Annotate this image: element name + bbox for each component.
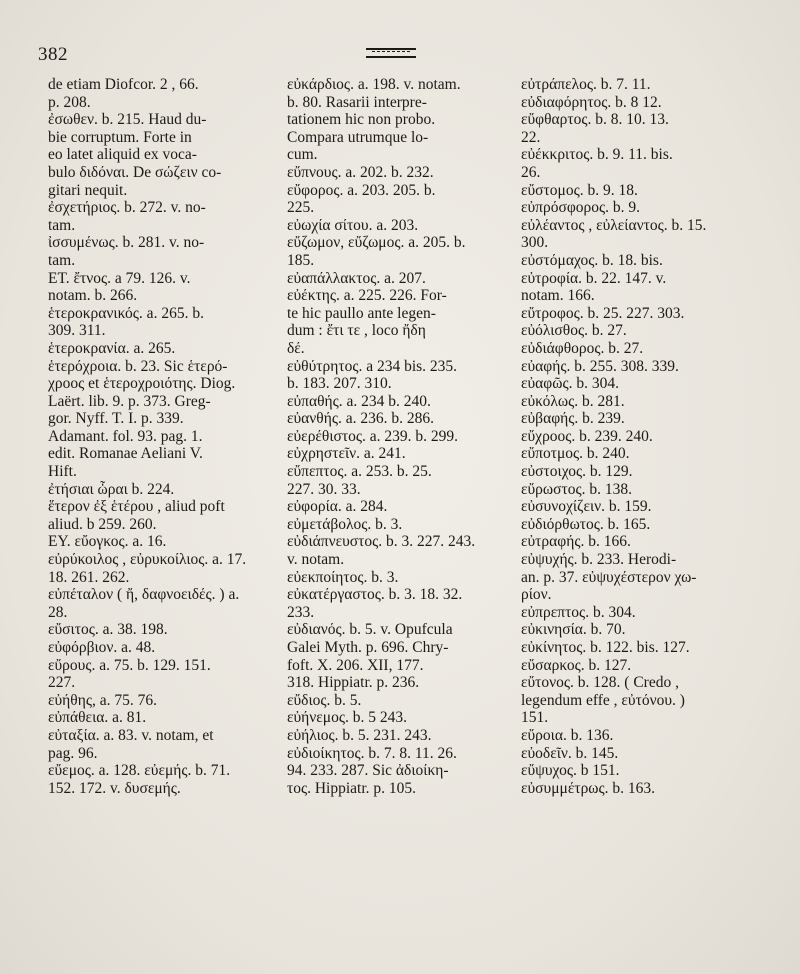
index-line: 233.	[287, 603, 315, 621]
index-line: b. 183. 207. 310.	[287, 375, 392, 393]
index-line: εὐκατέργαστος. b. 3. 18. 32.	[287, 586, 463, 604]
index-line: εὔεμος. a. 128. εὐεμής. b. 71.	[48, 762, 231, 780]
index-line: Laërt. lib. 9. p. 373. Greg-	[48, 392, 211, 410]
index-line: ἐσχετήριος. b. 272. v. no-	[48, 199, 206, 217]
index-line: εὐδιανός. b. 5. v. Opufcula	[287, 621, 453, 639]
index-line: εὐαπάλλακτος. a. 207.	[287, 269, 426, 287]
index-line: εὐδιάφθορος. b. 27.	[521, 339, 644, 357]
index-line: εὐπρεπτος. b. 304.	[521, 603, 636, 621]
index-line: 300.	[521, 234, 549, 252]
index-line: ἑτερόχροια. b. 23. Sic ἑτερό-	[48, 357, 228, 375]
index-line: legendum effe , εὐτόνου. )	[521, 691, 685, 709]
index-line: εὐήλιος. b. 5. 231. 243.	[287, 726, 432, 744]
index-line: εὔχροος. b. 239. 240.	[521, 427, 653, 445]
index-line: εὐσυμμέτρως. b. 163.	[521, 779, 656, 797]
index-line: εὐόλισθος. b. 27.	[521, 322, 627, 340]
index-line: an. p. 37. εὐψυχέστερον χω-	[521, 568, 697, 586]
index-line: εὐτράπελος. b. 7. 11.	[521, 76, 651, 93]
index-line: notam. 166.	[521, 287, 595, 305]
index-line: εὐδιαφόρητος. b. 8 12.	[521, 93, 662, 111]
index-line: εὐσυνοχίζειν. b. 159.	[521, 498, 652, 516]
index-line: εὐκάρδιος. a. 198. v. notam.	[287, 76, 461, 93]
index-line: ἕτερον ἐξ ἑτέρου , aliud poft	[48, 498, 225, 516]
index-line: 309. 311.	[48, 322, 106, 340]
index-line: tam.	[48, 216, 76, 234]
index-line: 185.	[287, 251, 315, 269]
index-line: εὐφορία. a. 284.	[287, 498, 388, 516]
header-ornament-detail	[372, 51, 410, 52]
index-line: εὐεκποίητος. b. 3.	[287, 568, 399, 586]
index-line: εὔφορος. a. 203. 205. b.	[287, 181, 436, 199]
index-line: v. notam.	[287, 551, 345, 569]
index-line: εὐχρηστεῖν. a. 241.	[287, 445, 406, 463]
index-line: ET. ἔτνος. a 79. 126. v.	[48, 269, 191, 287]
index-line: εὐτραφής. b. 166.	[521, 533, 631, 551]
index-line: ἑτεροκρανικός. a. 265. b.	[48, 304, 204, 322]
index-line: Compara utrumque lo-	[287, 128, 429, 146]
index-line: pag. 96.	[48, 744, 98, 762]
index-line: 94. 233. 287. Sic ἀδιοίκη-	[287, 762, 449, 780]
index-line: εὔπεπτος. a. 253. b. 25.	[287, 463, 432, 481]
index-line: εὐπαθής. a. 234 b. 240.	[287, 392, 431, 410]
index-line: εὔζωμον, εὔζωμος. a. 205. b.	[287, 234, 466, 252]
index-line: εὐερέθιστος. a. 239. b. 299.	[287, 427, 459, 445]
index-line: εὐμετάβολος. b. 3.	[287, 515, 403, 533]
index-line: χροος et ἑτεροχροιότης. Diog.	[48, 375, 236, 393]
index-column-1	[48, 76, 280, 797]
index-line: εὐπρόσφορος. b. 9.	[521, 199, 641, 217]
index-line: εὐτροφία. b. 22. 147. v.	[521, 269, 667, 287]
index-line: Adamant. fol. 93. pag. 1.	[48, 427, 203, 445]
index-line: dum : ἔτι τε , loco ἤδη	[287, 322, 426, 340]
index-line: ἑτεροκρανία. a. 265.	[48, 339, 176, 357]
index-line: εὔστομος. b. 9. 18.	[521, 181, 638, 199]
index-line: te hic paullo ante legen-	[287, 304, 436, 322]
index-line: 18. 261. 262.	[48, 568, 130, 586]
index-line: εὐβαφής. b. 239.	[521, 410, 625, 428]
index-line: εὐστόμαχος. b. 18. bis.	[521, 251, 663, 269]
index-line: εὐοδεῖν. b. 145.	[521, 744, 619, 762]
index-line: ἐσωθεν. b. 215. Haud du-	[48, 111, 207, 129]
index-line: εὐπέταλον ( ἤ, δαφνοειδές. ) a.	[48, 586, 240, 604]
index-line: εὐκίνητος. b. 122. bis. 127.	[521, 639, 690, 656]
index-line: εὐρύκοιλος , εὐρυκοίλιος. a. 17.	[48, 551, 247, 569]
index-line: 225.	[287, 199, 315, 217]
index-line: tationem hic non probo.	[287, 111, 436, 129]
index-line: εὐκόλως. b. 281.	[521, 392, 625, 410]
index-line: δέ.	[287, 339, 305, 357]
index-line: εὔποτμος. b. 240.	[521, 445, 630, 463]
index-line: εὔδιος. b. 5.	[287, 691, 362, 709]
header-ornament	[366, 48, 416, 58]
index-line: de etiam Diofcor. 2 , 66.	[48, 76, 199, 93]
index-line: bulo διδόναι. De σώζειν co-	[48, 163, 222, 181]
index-line: ρίον.	[521, 586, 552, 604]
index-line: εὐήνεμος. b. 5 243.	[287, 709, 408, 727]
index-line: edit. Romanae Aeliani V.	[48, 445, 203, 463]
index-line: 151.	[521, 709, 549, 727]
index-line: τος. Hippiatr. p. 105.	[287, 779, 417, 797]
index-line: notam. b. 266.	[48, 287, 138, 305]
index-line: 227. 30. 33.	[287, 480, 361, 498]
index-line: εὐταξία. a. 83. v. notam, et	[48, 726, 214, 744]
index-line: εὐδιόρθωτος. b. 165.	[521, 515, 651, 533]
index-line: εὔρους. a. 75. b. 129. 151.	[48, 656, 211, 674]
index-line: bie corruptum. Forte in	[48, 128, 192, 146]
index-line: b. 80. Rasarii interpre-	[287, 93, 427, 111]
index-line: εὐδιάπνευστος. b. 3. 227. 243.	[287, 533, 476, 551]
index-line: εὐωχία σίτου. a. 203.	[287, 216, 419, 234]
index-line: 22.	[521, 128, 541, 146]
index-line: εὐλέαντος , εὐλείαντος. b. 15.	[521, 216, 707, 234]
index-line: εὔσαρκος. b. 127.	[521, 656, 632, 674]
index-column-2	[287, 76, 509, 797]
index-column-3	[521, 76, 743, 797]
index-line: 28.	[48, 603, 68, 621]
index-line: εὐδιοίκητος. b. 7. 8. 11. 26.	[287, 744, 457, 762]
index-line: 318. Hippiatr. p. 236.	[287, 674, 420, 692]
index-line: εὐστοιχος. b. 129.	[521, 463, 633, 481]
index-line: εὐθύτρητος. a 234 bis. 235.	[287, 357, 458, 375]
index-line: εὐέκκριτος. b. 9. 11. bis.	[521, 146, 673, 164]
index-line: ΕΥ. εὔογκος. a. 16.	[48, 533, 167, 551]
index-line: εὐαφής. b. 255. 308. 339.	[521, 357, 679, 375]
index-line: εὔτονος. b. 128. ( Credo ,	[521, 674, 679, 692]
index-line: 227.	[48, 674, 76, 692]
index-line: aliud. b 259. 260.	[48, 515, 157, 533]
index-line: εὔσιτος. a. 38. 198.	[48, 621, 168, 639]
index-line: ἐτήσιαι ὧραι b. 224.	[48, 480, 175, 498]
index-line: εὐφόρβιον. a. 48.	[48, 639, 156, 656]
index-line: εὐαφῶς. b. 304.	[521, 375, 619, 393]
index-line: εὐανθής. a. 236. b. 286.	[287, 410, 434, 428]
index-line: εὔρωστος. b. 138.	[521, 480, 632, 498]
index-line: εὔτροφος. b. 25. 227. 303.	[521, 304, 685, 322]
index-line: εὔψυχος. b 151.	[521, 762, 620, 780]
page-number: 382	[38, 44, 68, 65]
index-line: tam.	[48, 251, 76, 269]
index-line: gitari nequit.	[48, 181, 128, 199]
index-line: εὐπάθεια. a. 81.	[48, 709, 147, 727]
index-line: 152. 172. v. δυσεμής.	[48, 779, 181, 797]
index-line: p. 208.	[48, 93, 91, 111]
index-line: gor. Nyff. T. I. p. 339.	[48, 410, 184, 428]
index-line: cum.	[287, 146, 318, 164]
index-line: εὔροια. b. 136.	[521, 726, 614, 744]
index-line: εὔπνους. a. 202. b. 232.	[287, 163, 434, 181]
index-line: Hift.	[48, 463, 77, 481]
index-line: εὐήθης, a. 75. 76.	[48, 691, 157, 709]
index-line: ἰσσυμένως. b. 281. v. no-	[48, 234, 205, 252]
index-line: εὔφθαρτος. b. 8. 10. 13.	[521, 111, 669, 129]
index-line: 26.	[521, 163, 541, 181]
index-line: εὐψυχής. b. 233. Herodi-	[521, 551, 677, 569]
index-line: foft. X. 206. XII, 177.	[287, 656, 424, 674]
index-line: εὐκινησία. b. 70.	[521, 621, 626, 639]
index-line: eo latet aliquid ex voca-	[48, 146, 197, 164]
index-line: Galei Myth. p. 696. Chry-	[287, 639, 449, 656]
index-line: εὐέκτης. a. 225. 226. For-	[287, 287, 447, 305]
